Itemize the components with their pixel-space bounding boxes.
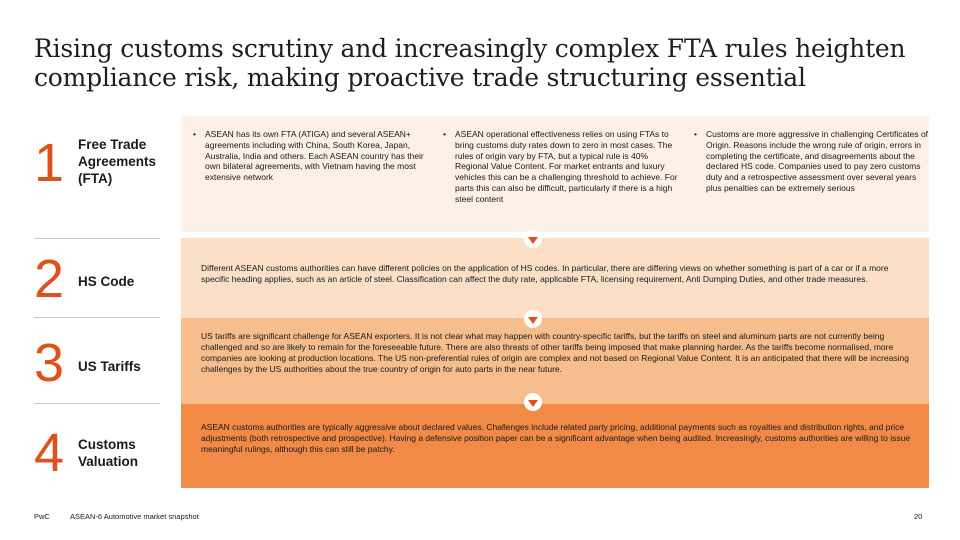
triangle-down-icon	[528, 237, 538, 244]
fta-column	[193, 129, 431, 183]
row-label-customs-valuation	[34, 424, 160, 484]
triangle-down-icon	[528, 317, 538, 324]
row-divider	[34, 317, 160, 318]
customs-valuation-text: ASEAN customs authorities are typically aggressive about declared values. Challenges include related party pricing, additional payments such as royalties and distribution rights, and price adjustments (both retrospective and prospective). Having a defensive position paper can be a significant advantage when being audited. Increasingly, customs authorities are willing to issue meaningful rulings, although this can still be patchy.	[201, 422, 911, 454]
row-number: 2	[34, 249, 65, 309]
bullet-icon: •	[694, 129, 697, 139]
row-divider	[34, 238, 160, 239]
fta-column	[443, 129, 681, 205]
page-title: Rising customs scrutiny and increasingly complex FTA rules heighten compliance risk, making proactive trade structuring essential	[34, 34, 906, 92]
row-title-line: Agreements	[78, 154, 157, 169]
down-arrow-icon	[524, 230, 542, 248]
row-divider	[34, 403, 160, 404]
us-tariffs-text: US tariffs are significant challenge for ASEAN exporters. It is not clear what may happen with country-specific tariffs, but the tariffs on steel and aluminum parts are not currently being challenged and so are likely to remain for the foreseeable future. There are also threats of other tariffs being imposed that make planning harder. As the tariffs become normalised, more companies are looking at production locations. The US non-preferential rules of origin are complex and not based on Regional Value Content. It is an anticipated that there will be increasing challenges by the US authorities about the true country of origin for auto parts in the near future.	[201, 331, 909, 374]
bullet-icon: •	[443, 129, 446, 139]
row-number: 3	[34, 333, 65, 393]
fta-column-text: ASEAN has its own FTA (ATIGA) and several ASEAN+ agreements including with China, South Korea, Japan, Australia, India and others. Each ASEAN country has their own bilateral agreements, with Vietnam having the most extensive network	[205, 129, 424, 183]
down-arrow-icon	[524, 393, 542, 411]
row-title-line: Customs	[78, 437, 136, 452]
bullet-icon: •	[193, 129, 196, 139]
row-title	[78, 436, 138, 470]
triangle-down-icon	[528, 400, 538, 407]
row-title-line: Valuation	[78, 454, 139, 469]
row-title-line: HS Code	[78, 274, 135, 289]
down-arrow-icon	[524, 310, 542, 328]
footer-doc-title: ASEAN-6 Automotive market snapshot	[70, 512, 199, 521]
row-title-line: US Tariffs	[78, 359, 141, 374]
hs-code-text: Different ASEAN customs authorities can have different policies on the application of HS codes. In particular, there are differing views on whether something is part of a car or if a more specific heading applies, such as an article of steel. Classification can affect the duty rate, applicable FTA, licensing requirement, Anti Dumping Duties, and other trade measures.	[201, 263, 889, 284]
row-title-line: Free Trade	[78, 137, 147, 152]
panel-us-tariffs	[181, 318, 929, 404]
panel-fta	[181, 116, 929, 232]
row-title-line: (FTA)	[78, 171, 113, 186]
page-number: 20	[914, 512, 923, 521]
fta-column-text: Customs are more aggressive in challenging Certificates of Origin. Reasons include the wrong rule of origin, errors in completing the certificate, and disagreements about the declared HS code. Companies used to pay zero customs duty and a retrospective assessment over several years plus penalties can be extremely serious	[706, 129, 929, 193]
row-label-us-tariffs	[34, 333, 160, 396]
row-label-fta	[34, 134, 160, 234]
row-title	[78, 273, 134, 290]
row-number: 1	[34, 133, 65, 193]
fta-column	[694, 129, 932, 194]
row-title	[78, 358, 141, 375]
panel-customs-valuation	[181, 404, 929, 488]
panel-hs-code	[181, 238, 929, 318]
fta-column-text: ASEAN operational effectiveness relies on using FTAs to bring customs duty rates down to zero in most cases. The rules of origin vary by FTA, but a typical rule is 40% Regional Value Content. For market entrants and luxury vehicles this can be a challenging threshold to achieve. For parts this can also be difficult, particularly if there is a high steel content	[455, 129, 678, 204]
row-label-hs-code	[34, 249, 160, 312]
row-number: 4	[34, 423, 65, 483]
footer-brand: PwC	[34, 512, 50, 521]
row-title	[78, 136, 156, 187]
